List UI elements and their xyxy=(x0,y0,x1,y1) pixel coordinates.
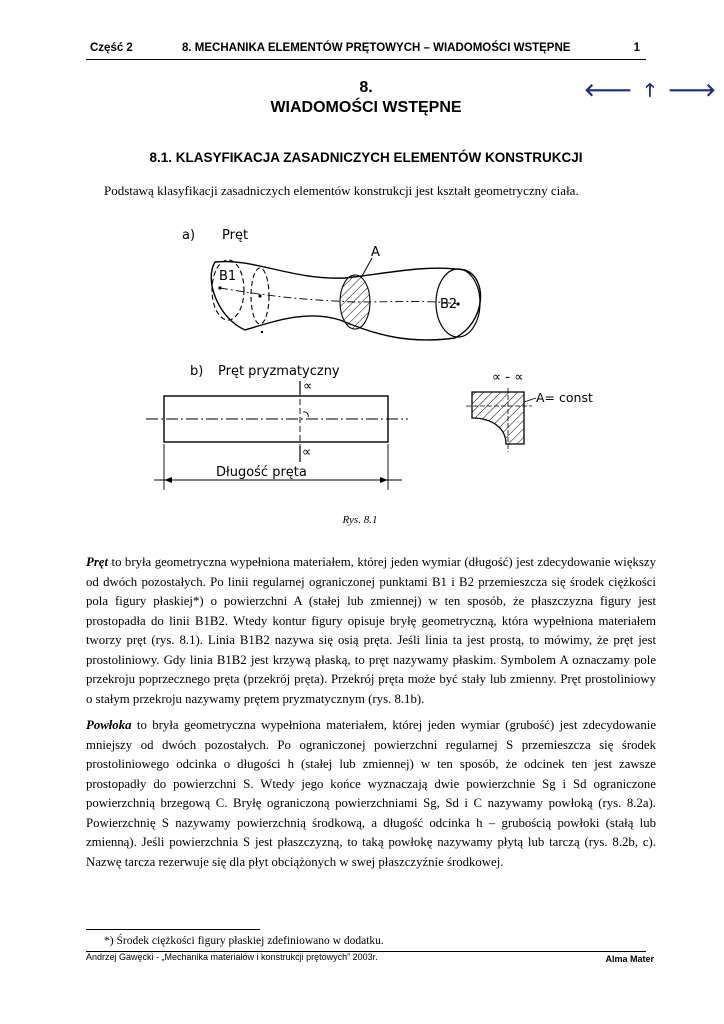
stray-dot xyxy=(261,331,263,333)
section-heading: 8.1. KLASYFIKACJA ZASADNICZYCH ELEMENTÓW KONSTRUKCJI xyxy=(149,150,583,165)
intro-text: Podstawą klasyfikacji zasadniczych elementów konstrukcji jest kształt geometryczny ciała. xyxy=(104,183,579,198)
chapter-title-block xyxy=(86,78,646,118)
chapter-title: WIADOMOŚCI WSTĘPNE xyxy=(270,99,462,116)
length-label: Długość pręta xyxy=(216,465,307,480)
footer-publisher: Alma Mater xyxy=(605,954,654,964)
header-part: Część 2 xyxy=(90,42,133,54)
cross-section-shape xyxy=(472,392,524,444)
navigation-arrows xyxy=(584,78,720,108)
area-leader xyxy=(524,398,536,402)
paragraph-pret xyxy=(86,553,656,709)
paragraph-powloka-text: to bryła geometryczna wypełniona materiałem, której jeden wymiar (grubość) jest zdecydowanie mniejszy od dwóch pozostałych. Po ograniczonej powierzchni regularnej S przemieszcza się środek prostoliniowego odcinka o długości h (stałej lub zmiennej) w ten sposób, że odcinek ten jest zawsze prostopadły do powierzchni S. Wtedy jego końce wyznaczają dwie powierzchnie Sg i Sd ograniczone powierzchnią brzegową C. Bryłę ograniczoną powierzchniami Sg, Sd i C nazywamy powłoką (rys. 8.2a). Powierzchnię S nazywamy powierzchnią środkową, a długość odcinka h – grubością powłoki (stałą lub zmienną). Jeśli powierzchnia S jest płaszczyzną, to taką powłokę nazywamy płytą lub tarczą (rys. 8.2b, c). Nazwę tarcza rezerwuje się dla płyt obciążonych w swej płaszczyźnie środkowej. xyxy=(86,718,656,869)
term-pret: Pręt xyxy=(86,555,109,569)
figure-a-title: Pręt xyxy=(222,228,249,243)
point-b2-label: B2 xyxy=(440,297,458,312)
point-a-label: A xyxy=(371,245,380,260)
running-header xyxy=(86,42,644,58)
header-title: 8. MECHANIKA ELEMENTÓW PRĘTOWYCH – WIADOMOŚCI WSTĘPNE xyxy=(182,42,571,54)
term-powloka: Powłoka xyxy=(86,718,132,732)
figure-a-label: a) xyxy=(182,228,196,243)
alpha-top-label: ∝ xyxy=(303,379,313,394)
forward-arrow-icon[interactable]: 🡒 xyxy=(667,80,720,100)
section-alpha-alpha-label: ∝ - ∝ xyxy=(492,370,524,385)
footer-author: Andrzej Gawęcki - „Mechanika materiałów i konstrukcji prętowych” 2003r. xyxy=(86,952,378,962)
section-arc-mark xyxy=(303,412,308,417)
back-arrow-icon[interactable]: 🡐 xyxy=(584,80,637,100)
figure-b-title: Pręt pryzmatyczny xyxy=(218,364,340,379)
footnote-text: Środek ciężkości figury płaskiej zdefiniowano w dodatku. xyxy=(113,935,384,947)
alpha-bottom-label: ∝ xyxy=(302,445,312,460)
point-b1-dot xyxy=(218,286,221,289)
figure-b-label: b) xyxy=(190,364,204,379)
footnote-rule xyxy=(86,929,260,930)
header-page-number: 1 xyxy=(633,42,640,54)
paragraph-pret-text: to bryła geometryczna wypełniona materiałem, której jeden wymiar (długość) jest zdecydowanie większy od dwóch pozostałych. Po linii regularnej ograniczonej punktami B1 i B2 przemieszcza się środek ciężkości pola figury płaskiej*) o powierzchni A (stałej lub zmiennej) w ten sposób, że płaszczyzna figury jest prostopadła do linii B1B2. Wtedy kontur figury opisuje bryłę geometryczną, która wypełniona materiałem tworzy pręt (rys. 8.1). Linia B1B2 nazywa się osią pręta. Jeśli linia ta jest prostą, to mówimy, że pręt jest prostoliniowy. Gdy linia B1B2 jest krzywą płaską, to pręt nazywamy płaskim. Symbolem A oznaczamy pole przekroju poprzecznego pręta (przekrój pręta). Przekrój pręta może być stały lub zmienny. Pręt prostoliniowy o stałym przekroju nazywamy prętem pryzmatycznym (rys. 8.1b). xyxy=(86,555,656,706)
up-arrow-icon[interactable]: 🡑 xyxy=(645,80,659,100)
chapter-number: 8. xyxy=(359,79,373,96)
figure-caption: Rys. 8.1 xyxy=(342,514,378,526)
area-const-label: A= const xyxy=(536,390,593,405)
footnote xyxy=(104,935,384,947)
figure-8-1 xyxy=(140,218,610,508)
point-b1-label: B1 xyxy=(219,269,237,284)
paragraph-powloka xyxy=(86,716,656,872)
bar-axis xyxy=(220,288,458,304)
centroid-dot xyxy=(258,294,261,297)
footnote-mark: *) xyxy=(104,935,114,947)
header-rule xyxy=(86,59,646,60)
